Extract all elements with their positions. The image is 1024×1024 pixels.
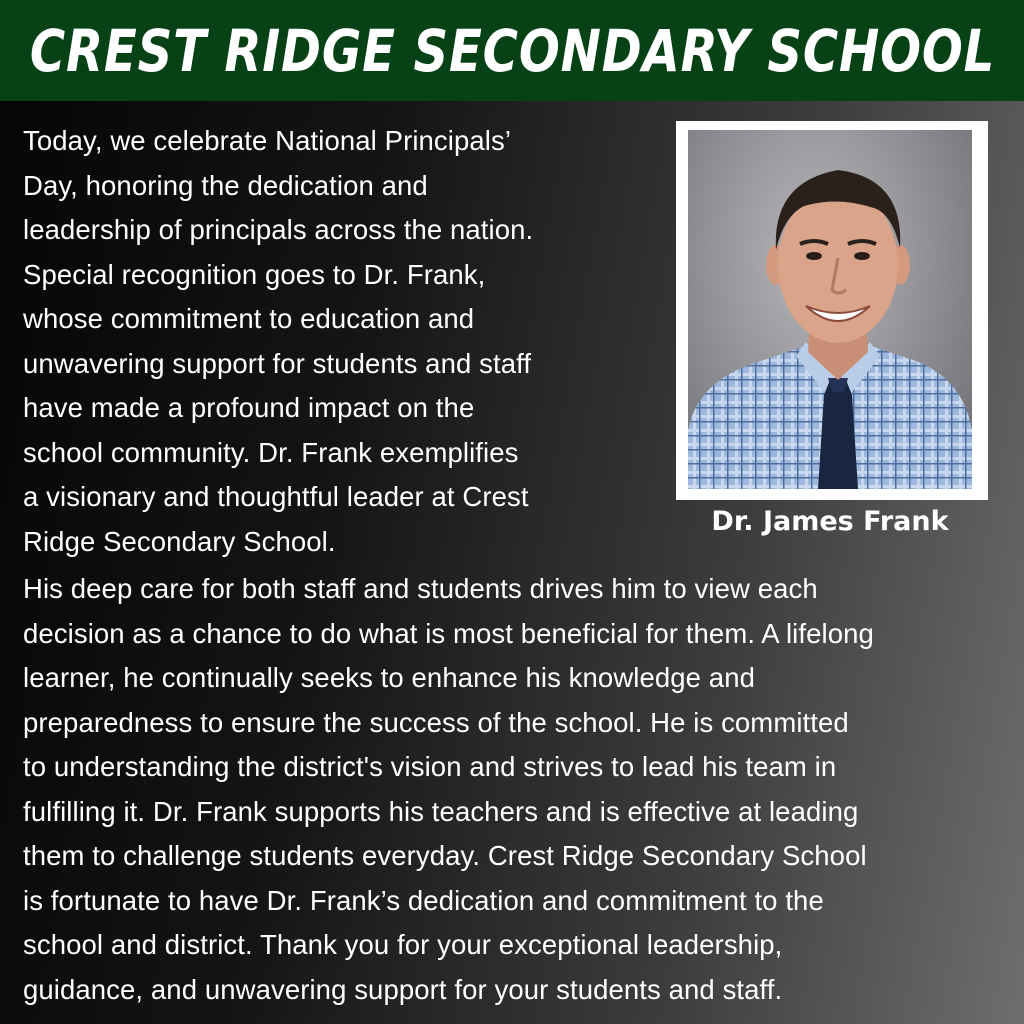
body-line: school and district. Thank you for your exceptional leadership, (23, 929, 783, 960)
principal-portrait-illustration (688, 130, 972, 489)
intro-line: a visionary and thoughtful leader at Crest (23, 481, 529, 512)
intro-line: school community. Dr. Frank exemplifies (23, 436, 519, 468)
body-line: is fortunate to have Dr. Frank’s dedication and commitment to the (23, 884, 824, 916)
intro-paragraph (23, 119, 648, 564)
body-line: preparedness to ensure the success of the school. He is committed (23, 706, 849, 738)
body-line: fulfilling it. Dr. Frank supports his teachers and is effective at leading (23, 795, 859, 827)
principal-photo (688, 130, 972, 489)
body-line: to understanding the district's vision and strives to lead his team in (23, 751, 837, 782)
body-line: decision as a chance to do what is most beneficial for them. A lifelong (23, 617, 874, 649)
intro-line: Special recognition goes to Dr. Frank, (23, 258, 486, 290)
principal-photo-frame (676, 121, 988, 500)
photo-caption: Dr. James Frank (711, 506, 949, 537)
body-paragraph (23, 567, 1013, 1012)
intro-line: Ridge Secondary School. (23, 525, 336, 557)
intro-line: Day, honoring the dedication and (23, 169, 428, 201)
body-line: them to challenge students everyday. Crest Ridge Secondary School (23, 840, 867, 871)
intro-line: have made a profound impact on the (23, 392, 475, 423)
intro-line: unwavering support for students and staff (23, 347, 532, 379)
intro-line: Today, we celebrate National Principals’ (23, 125, 512, 156)
header-banner (0, 0, 1024, 101)
intro-line: leadership of principals across the nation. (23, 214, 534, 245)
body-line: learner, he continually seeks to enhance his knowledge and (23, 662, 755, 693)
body-line: guidance, and unwavering support for your students and staff. (23, 973, 783, 1005)
body-line: His deep care for both staff and students drives him to view each (23, 573, 818, 604)
school-title: CREST RIDGE SECONDARY SCHOOL (29, 16, 995, 85)
intro-line: whose commitment to education and (23, 303, 475, 334)
